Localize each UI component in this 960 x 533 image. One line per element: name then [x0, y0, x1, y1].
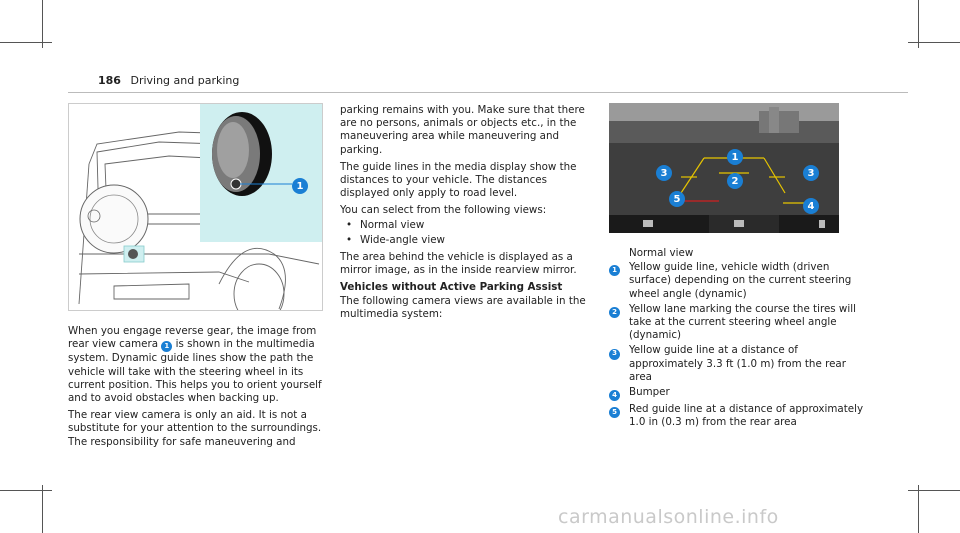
- right-column: [609, 247, 871, 432]
- callout-1-inline: 1: [161, 341, 172, 352]
- section-heading: Vehicles without Active Parking Assist: [340, 281, 563, 294]
- middle-column: [340, 104, 592, 325]
- paragraph: The rear view camera is only an aid. It is not a substitute for your attention to the surroundings. The responsibility for safe maneuvering and: [68, 409, 322, 448]
- camera-lens-icon: [200, 104, 323, 242]
- left-column: [68, 325, 326, 453]
- legend-item: [609, 261, 871, 301]
- legend-item: [609, 344, 871, 384]
- callout-1: 1: [292, 178, 308, 194]
- watermark: carmanualsonline.info: [558, 506, 779, 528]
- legend-item: [609, 303, 871, 343]
- callout-3: 3: [656, 165, 672, 181]
- paragraph: The following camera views are available in the multimedia system:: [340, 294, 586, 320]
- legend-text: Yellow lane marking the course the tires will take at the current steering wheel angle (dynamic): [629, 302, 856, 342]
- legend-text: Bumper: [629, 386, 670, 399]
- text: is shown in the multimedia system. Dynamic guide lines show the path the vehicle will take with the steering wheel in its current position. This helps you to orient yourself and to avoid obstacles when backing up.: [68, 338, 322, 404]
- page-header: [98, 74, 239, 87]
- figure-caption: Normal view: [629, 247, 694, 259]
- paragraph: parking remains with you. Make sure that there are no persons, animals or objects etc., in the maneuvering area while maneuvering and parking.: [340, 104, 585, 156]
- callout-4: 4: [803, 198, 819, 214]
- camera-detail-panel: [200, 104, 323, 242]
- list-item: • Normal view: [346, 218, 425, 231]
- legend-item: [609, 386, 871, 401]
- text: When you engage reverse gear, the image from rear view camera: [68, 325, 317, 351]
- header-divider: [68, 92, 908, 93]
- legend-text: Yellow guide line, vehicle width (driven surface) depending on the current steering wheel angle (dynamic): [629, 261, 852, 300]
- legend-text: Yellow guide line at a distance of approximately 3.3 ft (1.0 m) from the rear area: [629, 344, 846, 383]
- legend-text: Red guide line at a distance of approximately 1.0 in (0.3 m) from the rear area: [629, 403, 864, 429]
- paragraph: [68, 325, 326, 405]
- page-number: 186: [98, 74, 121, 87]
- rear-camera-display: [609, 103, 839, 233]
- bullet-text: Wide-angle view: [360, 233, 445, 246]
- callout-1: 1: [727, 149, 743, 165]
- paragraph: You can select from the following views:: [340, 204, 547, 217]
- bullet-text: Normal view: [360, 218, 425, 231]
- vehicle-rear-figure: [68, 103, 323, 311]
- legend-number: 4: [609, 390, 620, 401]
- paragraph: The area behind the vehicle is displayed as a mirror image, as in the inside rearview mirror.: [340, 251, 577, 277]
- section-title: Driving and parking: [130, 74, 240, 87]
- paragraph: The guide lines in the media display show the distances to your vehicle. The distances displayed only apply to road level.: [340, 160, 577, 200]
- legend-number: 2: [609, 307, 620, 318]
- legend-number: 5: [609, 407, 620, 418]
- legend-item: [609, 403, 871, 429]
- callout-5: 5: [669, 191, 685, 207]
- callout-3: 3: [803, 165, 819, 181]
- legend-number: 3: [609, 349, 620, 360]
- callout-2: 2: [727, 173, 743, 189]
- list-item: • Wide-angle view: [346, 233, 445, 246]
- legend-number: 1: [609, 265, 620, 276]
